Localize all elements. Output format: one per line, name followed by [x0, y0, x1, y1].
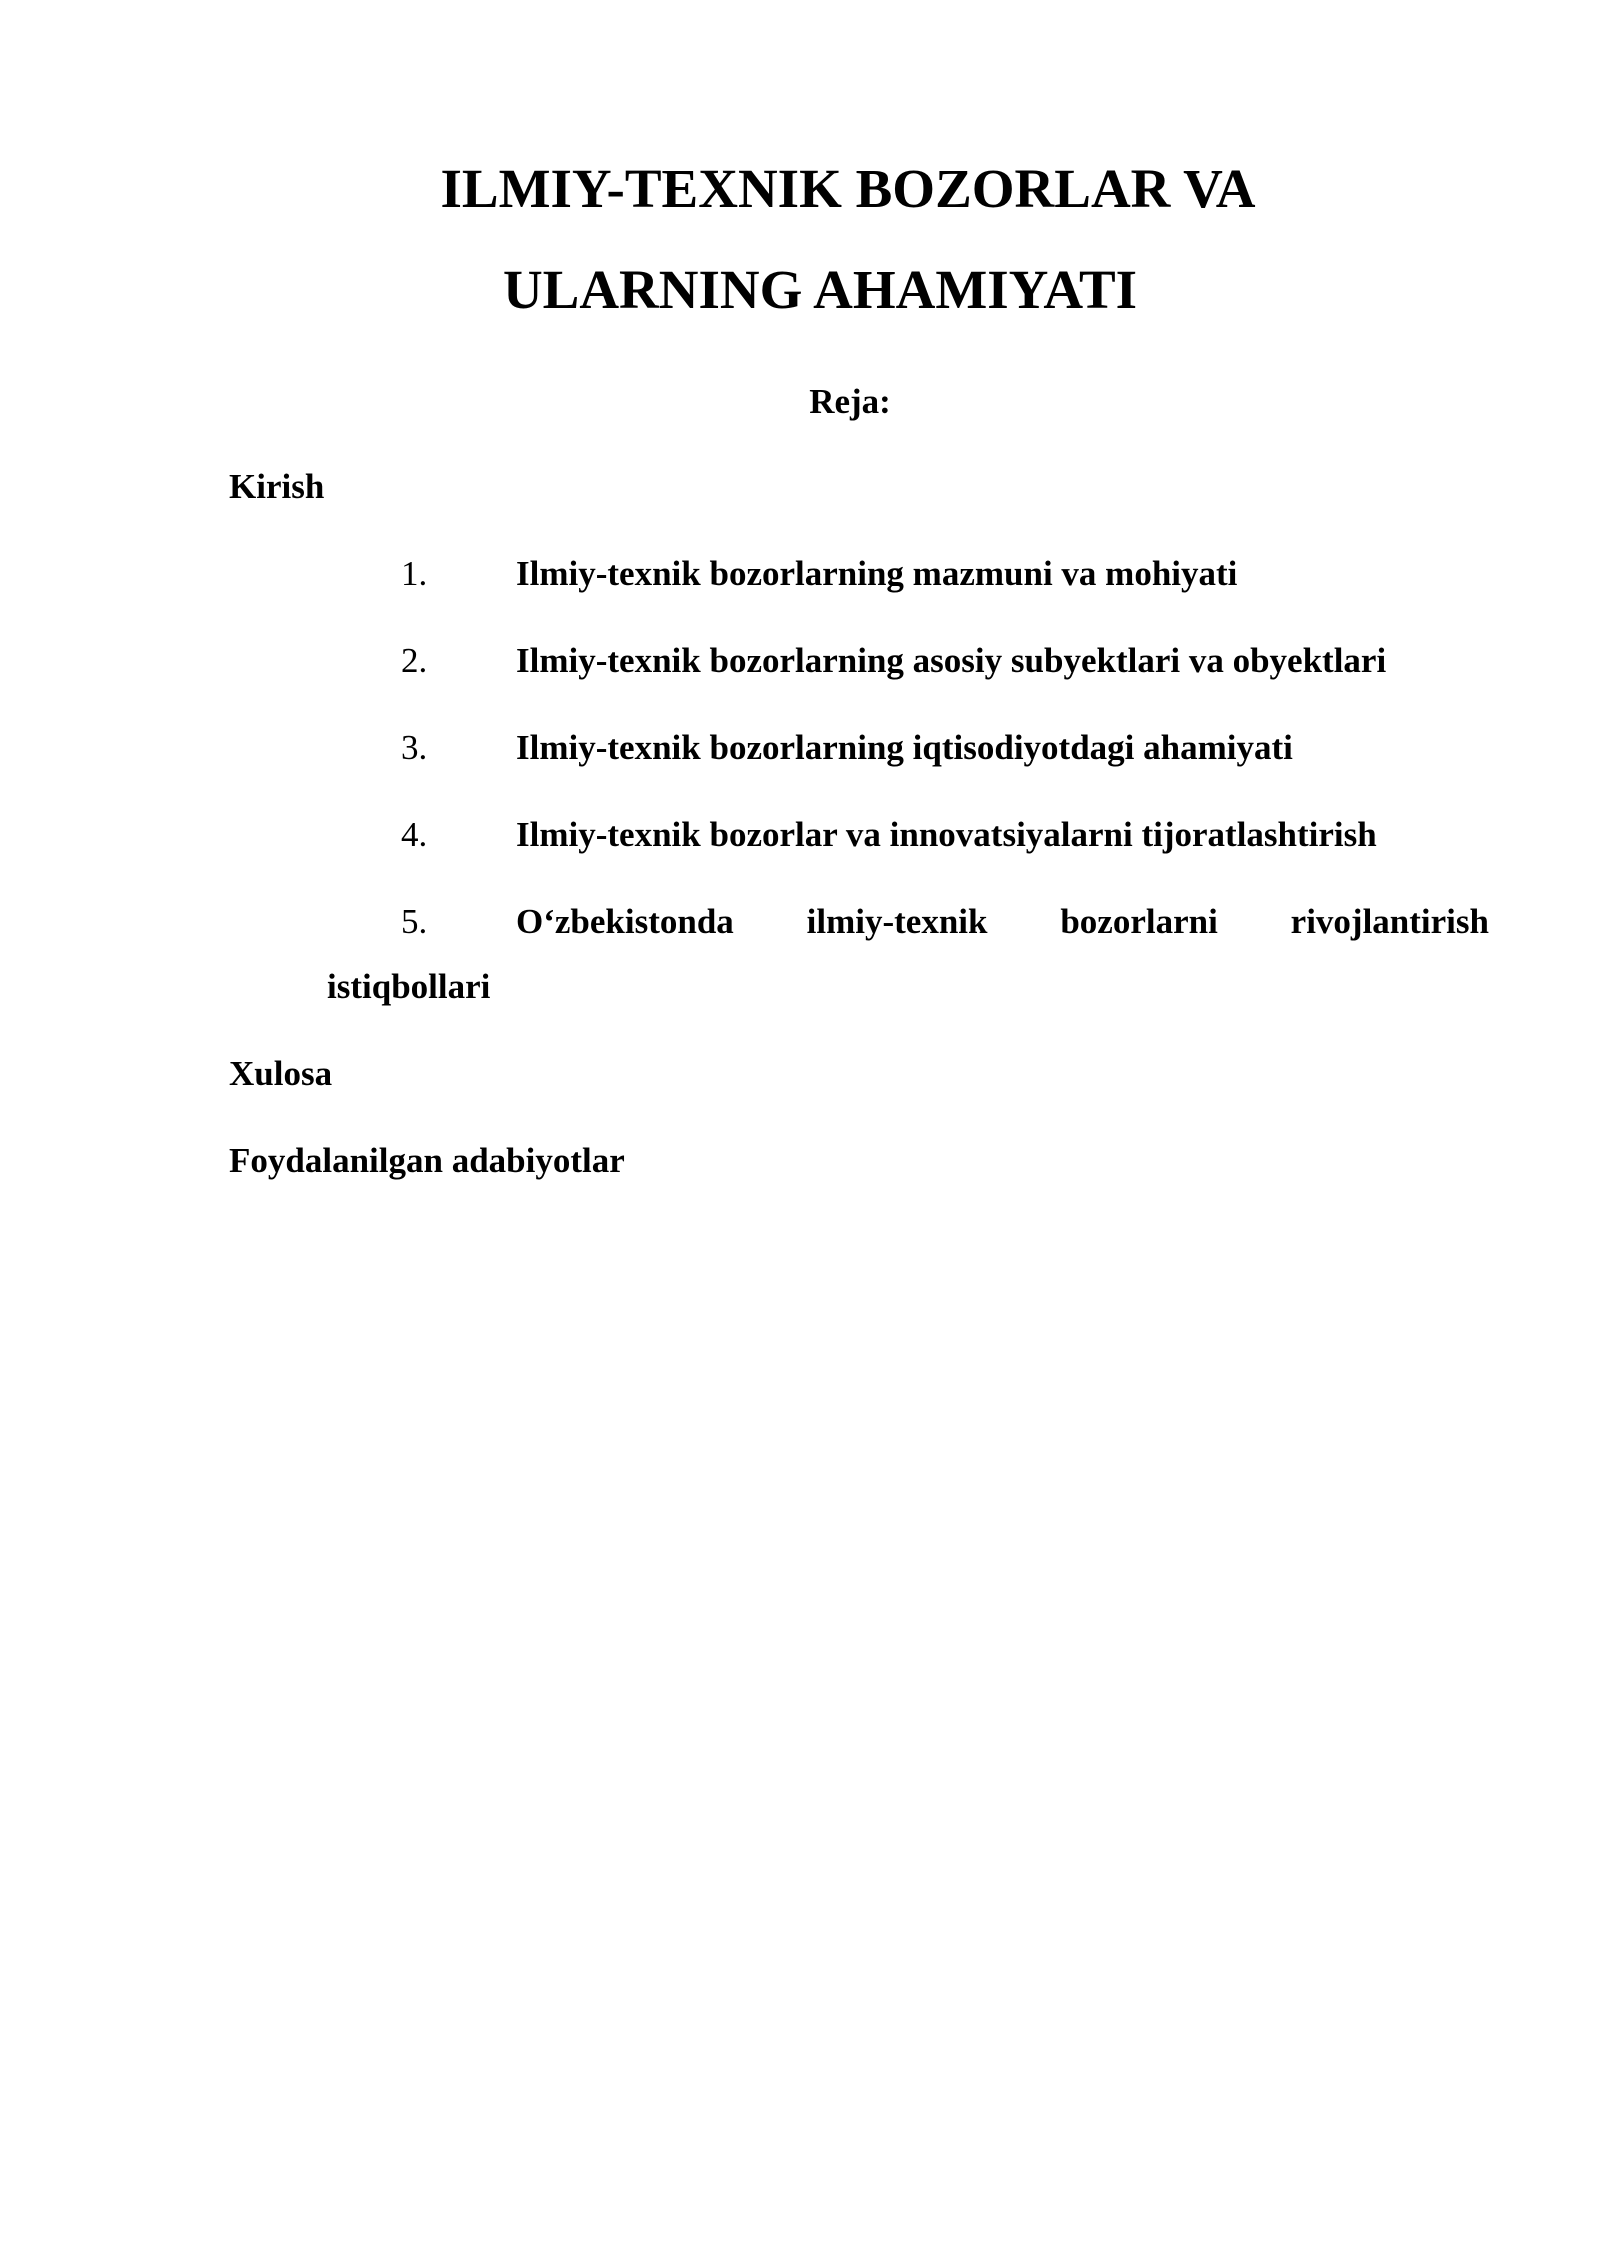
- plan-item-5-text-line-1: [516, 901, 1489, 943]
- plan-item-text: Ilmiy-texnik bozorlarning asosiy subyektlari va obyektlari: [516, 641, 1387, 680]
- plan-item-5-word: rivojlantirish: [1290, 902, 1489, 941]
- plan-item-number: 4.: [401, 815, 428, 854]
- plan-item-number: 5.: [401, 902, 428, 941]
- plan-item-5-text-line-2: istiqbollari: [327, 967, 491, 1006]
- intro-heading: Kirish: [229, 467, 325, 506]
- plan-item-text: Ilmiy-texnik bozorlarning mazmuni va mohiyati: [516, 554, 1238, 593]
- document-title-line-2: ULARNING AHAMIYATI: [502, 259, 1138, 320]
- plan-heading: Reja:: [809, 382, 891, 421]
- plan-item-number: 1.: [401, 554, 428, 593]
- plan-item-text: Ilmiy-texnik bozorlar va innovatsiyalarni tijoratlashtirish: [516, 815, 1377, 854]
- plan-item-number: 3.: [401, 728, 428, 767]
- document-title-line-1: ILMIY-TEXNIK BOZORLAR VA: [440, 158, 1256, 219]
- conclusion-heading: Xulosa: [229, 1054, 333, 1093]
- plan-item-text: Ilmiy-texnik bozorlarning iqtisodiyotdagi ahamiyati: [516, 728, 1293, 767]
- plan-item-5-word: O‘zbekistonda: [516, 902, 734, 941]
- plan-item-5-word: bozorlarni: [1060, 902, 1218, 941]
- plan-item-number: 2.: [401, 641, 428, 680]
- plan-item-5-word: ilmiy-texnik: [806, 902, 988, 941]
- references-heading: Foydalanilgan adabiyotlar: [229, 1141, 625, 1180]
